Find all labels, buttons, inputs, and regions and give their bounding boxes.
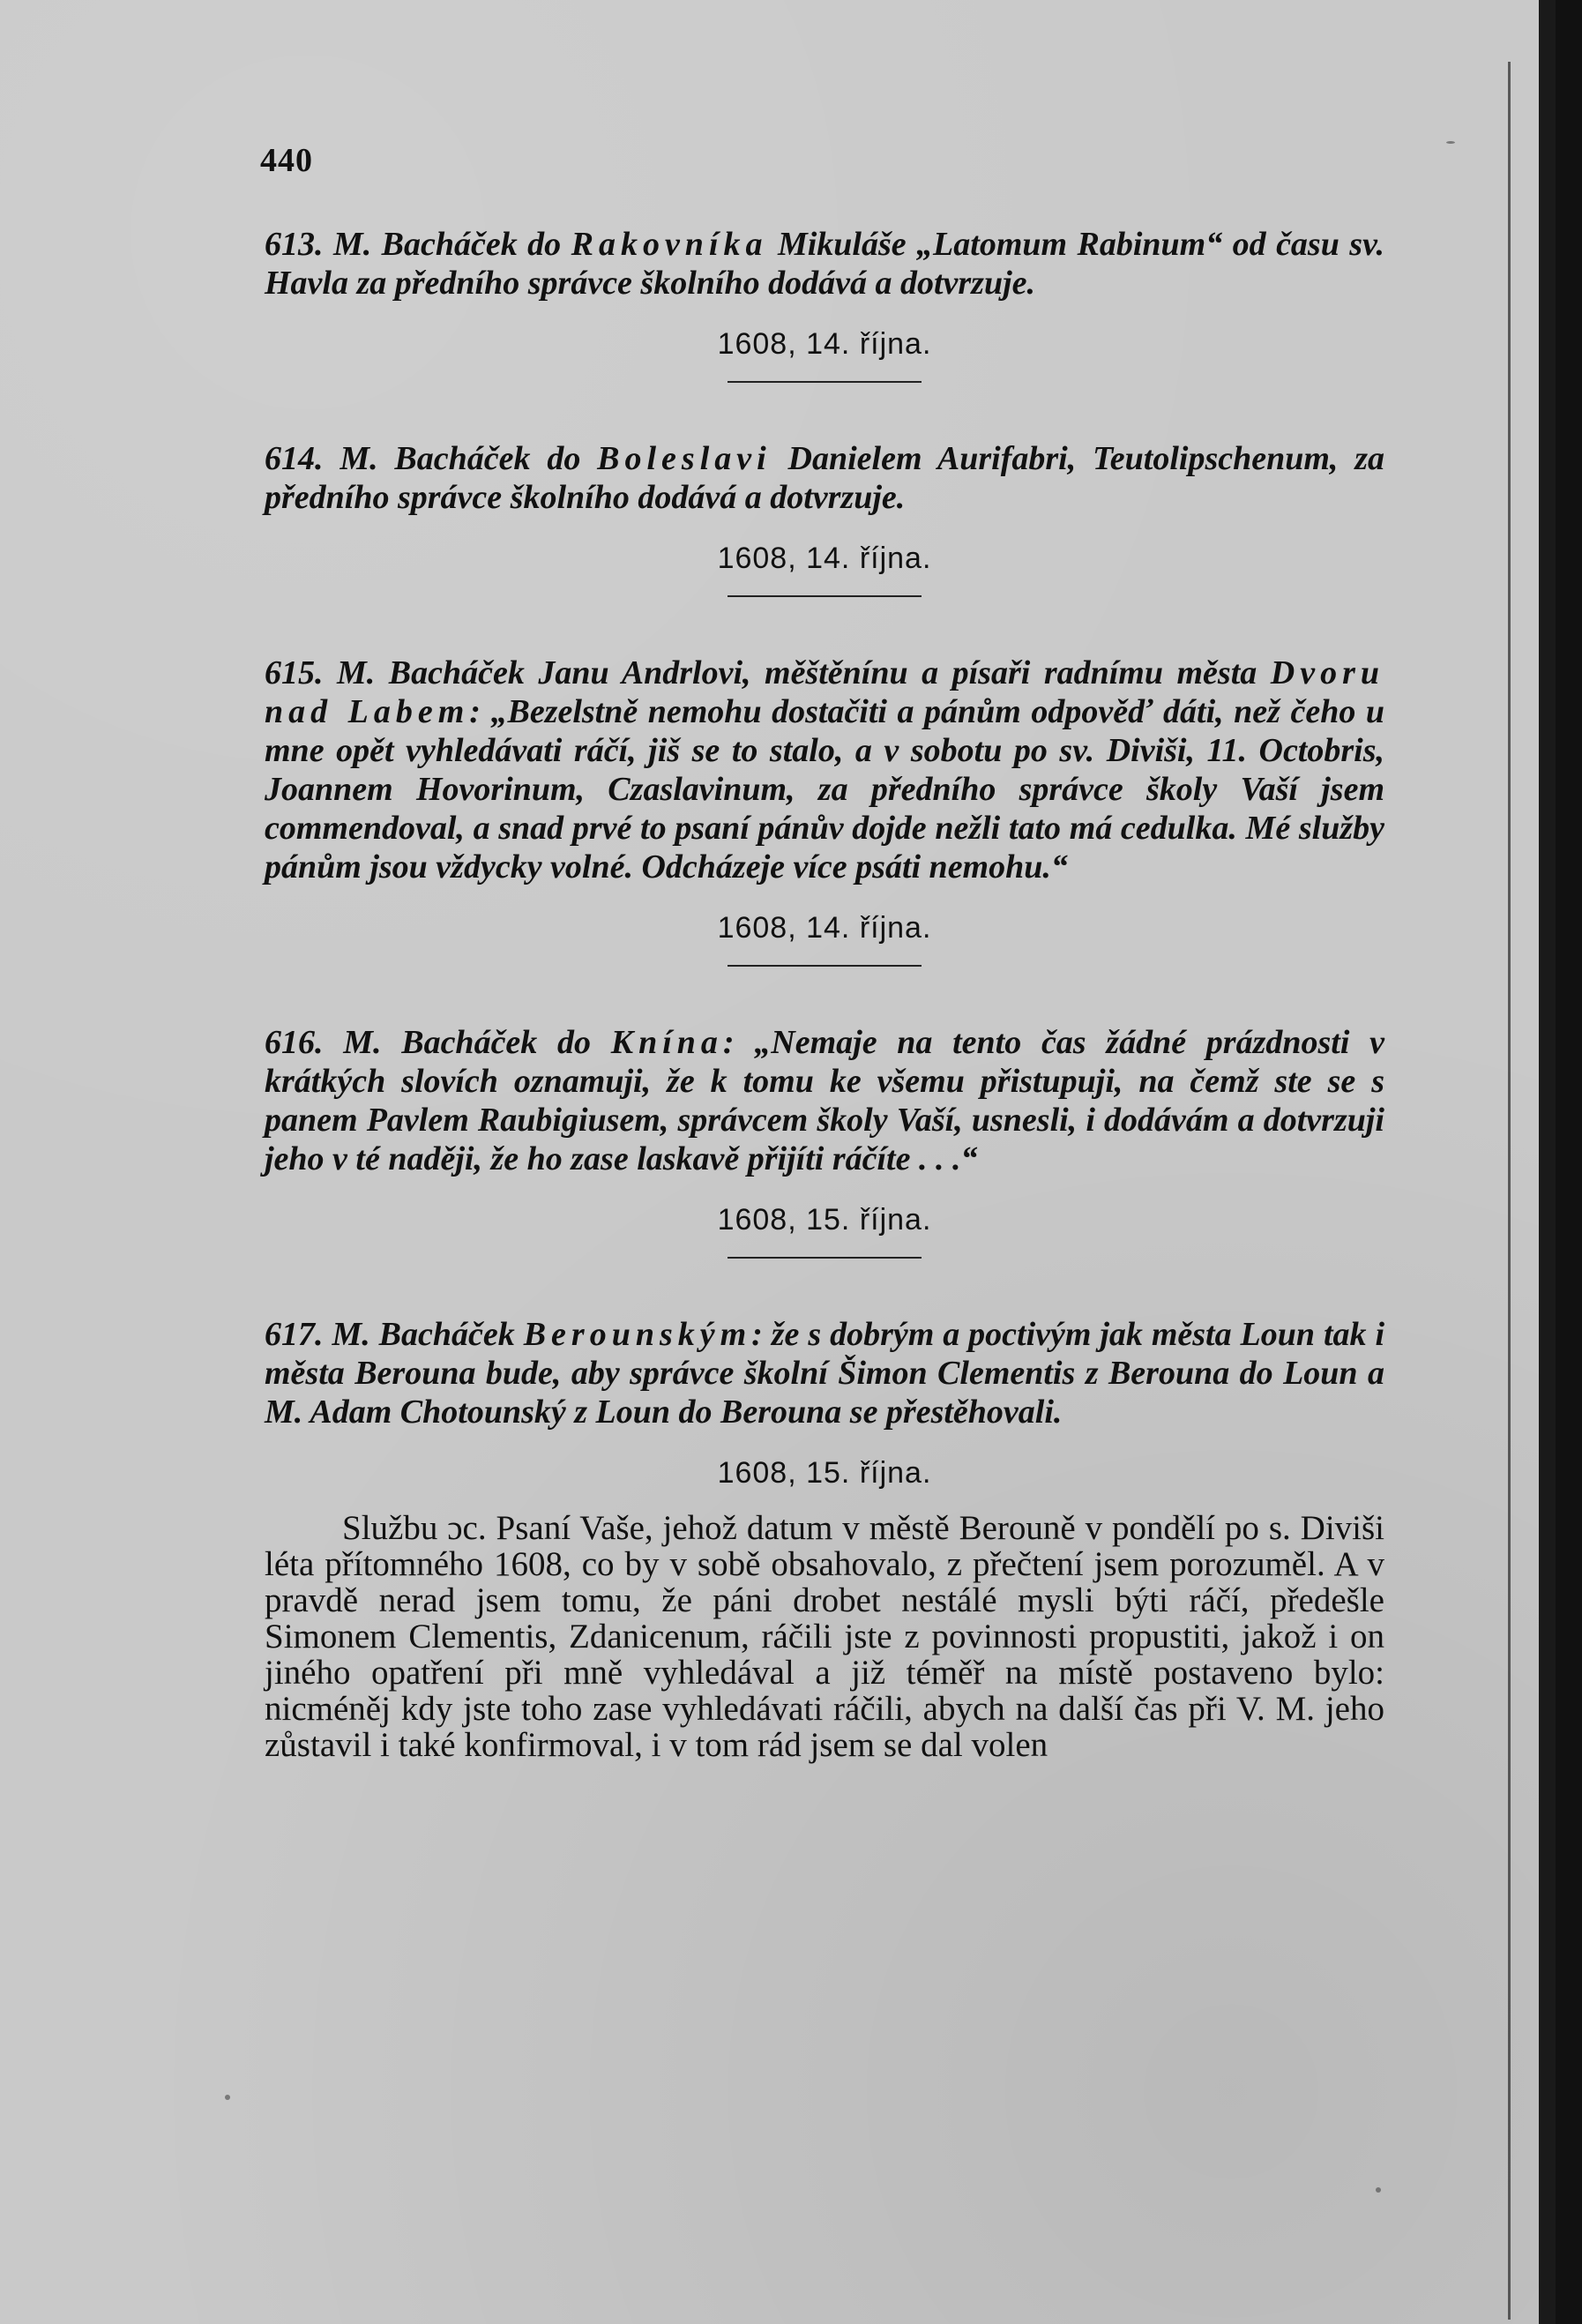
- paper-speck: [1376, 2187, 1381, 2193]
- entry-614: [265, 439, 1384, 597]
- entry-heading: [265, 1315, 1384, 1431]
- entry-rest: : že s dobrým a poctivým jak města Loun tak i města Berouna bude, aby správce školní Šimon Clementis z Berouna do Loun a M. Adam Chotounský z Loun do Berouna se přestěhovali.: [265, 1316, 1385, 1431]
- entry-616: [265, 1023, 1384, 1259]
- entry-rest: : „Bezelstně nemohu dostačiti a pánům odpověď dáti, než čeho u mne opět vyhledávati ráčí, jiš se to stalo, a v sobotu po sv. Diviši, 11. Octobris, Joannem Hovorinum, Czaslavinum, za předního správce školy Vaší jsem commendoval, a snad prvé to psaní pánův dojde nežli tato má cedulka. Mé služby pánům jsou vždycky volné. Odcházeje více psáti nemohu.“: [265, 693, 1384, 886]
- entry-place: Rakovníka: [571, 226, 768, 263]
- entry-number: 617.: [265, 1316, 324, 1353]
- entry-rest: Danielem Aurifabri, Teutolipschenum, za předního správce školního dodává a dotvrzuje.: [265, 440, 1385, 516]
- separator-rule: [728, 965, 922, 967]
- entry-place: Berounským: [523, 1316, 752, 1353]
- page-number: 440: [260, 142, 313, 179]
- separator-rule: [728, 1257, 922, 1259]
- entry-rest: : „Nemaje na tento čas žádné prázdnosti v krátkých slovích oznamuji, že k tomu ke všemu přistupuji, na čemž ste se s panem Pavlem Raubigiusem, správcem školy Vaší, usnesli, i dodávám a dotvrzuji jeho v té naději, že ho zase laskavě přijíti ráčíte . . .“: [265, 1024, 1385, 1177]
- entry-number: 616.: [265, 1024, 324, 1061]
- letter-body: Službu ɔc. Psaní Vaše, jehož datum v městě Berouně v pondělí po s. Diviši léta přítomného 1608, co by v sobě obsahovalo, z přečtení jsem porozuměl. A v pravdě nerad jsem tomu, že páni drobet nestálé mysli býti ráčí, předešle Simonem Clementis, Zdanicenum, ráčili jste z povinnosti propustiti, jakož i on jiného opatření při mně vyhledával a již téměř na místě postaveno bylo: nicméněj kdy jste toho zase vyhledávati ráčili, abych na další čas při V. M. jeho zůstavil i také konfirmoval, i v tom rád jsem se dal volen: [265, 1509, 1384, 1764]
- entry-rest: Mikuláše „Latomum Rabinum“ od času sv. Havla za předního správce školního dodává a dotvrzuje.: [265, 226, 1385, 302]
- entry-number: 614.: [265, 440, 324, 477]
- paper-speck: [1446, 141, 1455, 144]
- page-binding-shadow: [1508, 62, 1511, 2320]
- entry-number: 615.: [265, 654, 324, 691]
- scan-dark-edge: [1556, 0, 1582, 2324]
- entry-615: [265, 654, 1384, 967]
- entry-lead: M. Bacháček Janu Andrlovi, měštěnínu a písaři radnímu města: [337, 654, 1257, 691]
- entry-lead: M. Bacháček: [332, 1316, 515, 1353]
- entry-lead: M. Bacháček do: [343, 1024, 592, 1061]
- separator-rule: [728, 595, 922, 597]
- entry-heading: [265, 439, 1384, 517]
- entry-date: 1608, 14. října.: [717, 327, 932, 361]
- entry-place: Knína: [610, 1024, 723, 1061]
- entry-heading: [265, 654, 1384, 886]
- entry-lead: M. Bacháček do: [340, 440, 581, 477]
- entry-date: 1608, 15. října.: [717, 1456, 932, 1490]
- entry-date: 1608, 14. října.: [717, 542, 932, 575]
- entry-number: 613.: [265, 226, 324, 263]
- entry-617: [265, 1315, 1384, 1763]
- entry-date: 1608, 14. října.: [717, 911, 932, 945]
- page-content: [265, 225, 1384, 1763]
- entry-heading: [265, 1023, 1384, 1178]
- entry-heading: [265, 225, 1384, 303]
- entry-place: Dvoru nad Labem: [265, 654, 1385, 730]
- entry-place: Boleslavi: [597, 440, 772, 477]
- entry-date: 1608, 15. října.: [717, 1203, 932, 1237]
- separator-rule: [728, 381, 922, 383]
- entry-613: [265, 225, 1384, 383]
- paper-speck: [225, 2095, 230, 2100]
- entry-lead: M. Bacháček do: [332, 226, 562, 263]
